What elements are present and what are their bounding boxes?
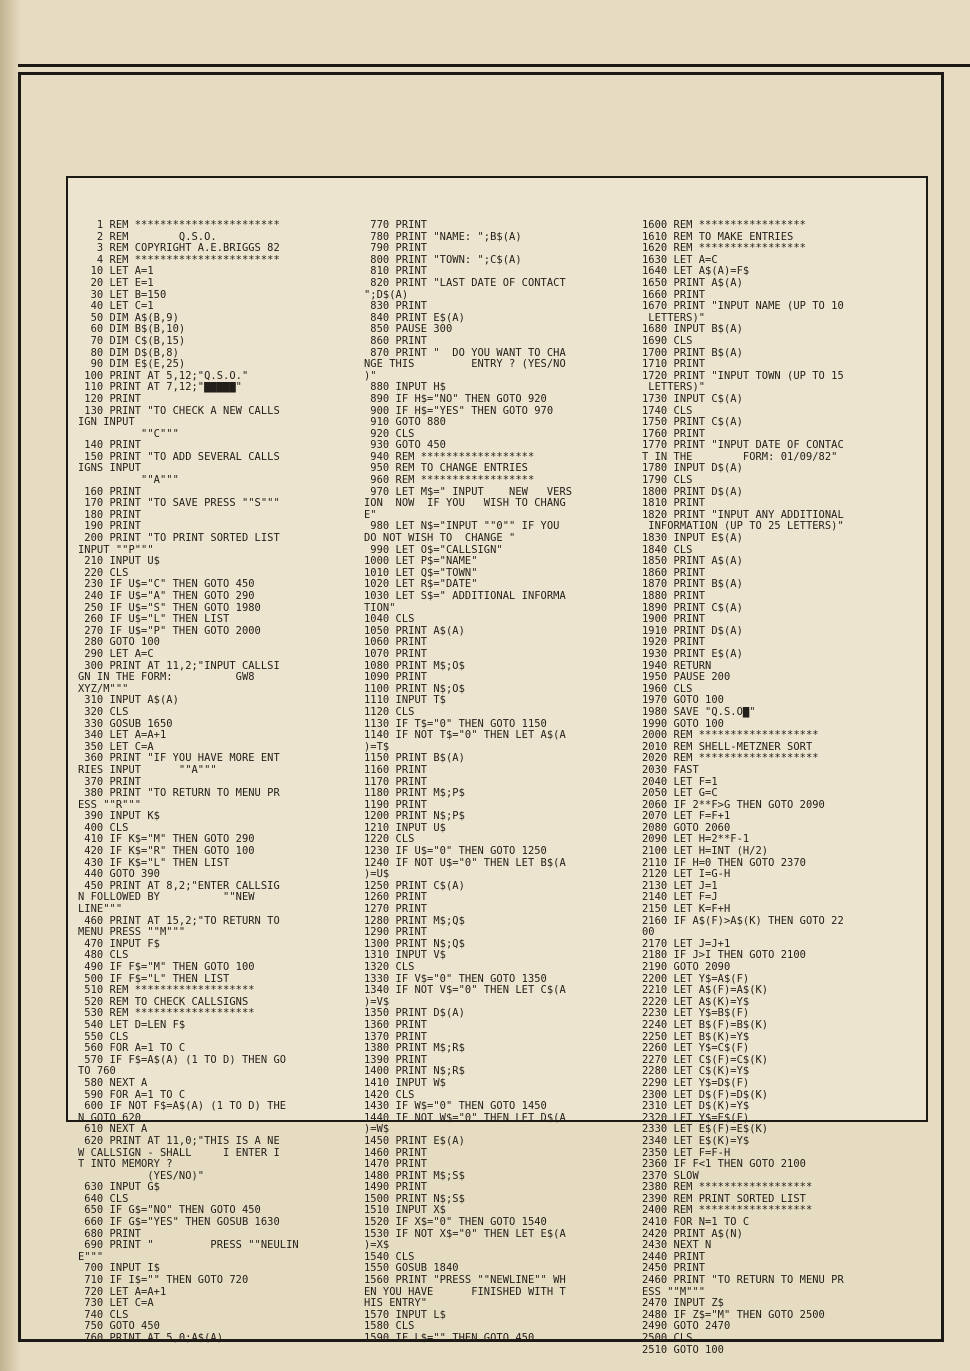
code-line: 360 PRINT "IF YOU HAVE MORE ENT: [78, 753, 280, 765]
code-line: 1140 IF NOT T$="0" THEN LET A$(A: [364, 730, 566, 742]
code-line: 500 IF F$="L" THEN LIST: [78, 973, 230, 985]
code-line: 620 PRINT AT 11,0;"THIS IS A NE: [78, 1135, 280, 1147]
code-line: 2470 INPUT Z$: [642, 1298, 724, 1310]
code-line: NGE THIS ENTRY ? (YES/NO: [364, 359, 566, 371]
code-line: 1970 GOTO 100: [642, 695, 724, 707]
code-line: 710 IF I$="" THEN GOTO 720: [78, 1275, 249, 1287]
code-line: 1650 PRINT A$(A): [642, 277, 743, 289]
code-line: 2050 LET G=C: [642, 788, 718, 800]
code-line: 1570 INPUT L$: [364, 1309, 446, 1321]
code-line: 1310 INPUT V$: [364, 950, 446, 962]
code-line: 980 LET N$="INPUT ""0"" IF YOU: [364, 521, 560, 533]
header-rule: [18, 64, 970, 67]
code-line: 460 PRINT AT 15,2;"TO RETURN TO: [78, 915, 280, 927]
code-line: 610 NEXT A: [78, 1124, 148, 1136]
code-line: N GOTO 620: [78, 1112, 142, 1124]
code-line: 2370 SLOW: [642, 1170, 699, 1182]
code-line: 1550 GOSUB 1840: [364, 1263, 459, 1275]
code-line: 2280 LET C$(K)=Y$: [642, 1066, 750, 1078]
code-line: 1860 PRINT: [642, 567, 706, 579]
code-line: 550 CLS: [78, 1031, 129, 1043]
code-line: )": [364, 370, 377, 382]
code-line: 2150 LET K=F+H: [642, 904, 731, 916]
code-line: 1630 LET A=C: [642, 254, 718, 266]
code-line: 490 IF F$="M" THEN GOTO 100: [78, 962, 255, 973]
code-line: 80 DIM D$(B,8): [78, 347, 179, 359]
code-line: 810 PRINT: [364, 266, 428, 278]
code-line: 2000 REM *******************: [642, 730, 819, 742]
code-line: 1610 REM TO MAKE ENTRIES: [642, 231, 794, 243]
code-line: IGNS INPUT: [78, 463, 142, 475]
code-line: 2080 GOTO 2060: [642, 822, 731, 834]
code-line: 70 DIM C$(B,15): [78, 335, 186, 347]
code-line: 1520 IF X$="0" THEN GOTO 1540: [364, 1217, 547, 1229]
code-line: 1510 INPUT X$: [364, 1205, 446, 1217]
program-listing: [66, 176, 928, 1356]
code-line: )=W$: [364, 1124, 390, 1136]
code-line: GN IN THE FORM: GW8: [78, 672, 255, 684]
code-line: 830 PRINT: [364, 301, 428, 313]
code-line: 200 PRINT "TO PRINT SORTED LIST: [78, 533, 280, 545]
code-line: 510 REM *******************: [78, 985, 255, 997]
code-line: 320 CLS: [78, 706, 129, 718]
code-line: 950 REM TO CHANGE ENTRIES: [364, 463, 528, 475]
code-line: 930 GOTO 450: [364, 440, 446, 452]
code-line: 520 REM TO CHECK CALLSIGNS: [78, 996, 249, 1008]
code-line: LINE""": [78, 904, 123, 916]
code-line: 00: [642, 927, 655, 939]
code-line: 2230 LET Y$=B$(F): [642, 1008, 750, 1020]
code-line: 280 GOTO 100: [78, 637, 160, 649]
code-line: HIS ENTRY": [364, 1298, 428, 1310]
code-line: 2300 LET D$(F)=D$(K): [642, 1089, 769, 1101]
code-line: 250 IF U$="S" THEN GOTO 1980: [78, 602, 261, 614]
code-line: RIES INPUT ""A""": [78, 764, 217, 776]
code-line: E": [364, 509, 377, 521]
code-line: 290 LET A=C: [78, 648, 154, 660]
code-line: 1440 IF NOT W$="0" THEN LET D$(A: [364, 1112, 566, 1124]
code-line: 1890 PRINT C$(A): [642, 602, 743, 614]
code-line: 2130 LET J=1: [642, 880, 718, 892]
code-line: 1010 LET Q$="TOWN": [364, 567, 478, 579]
code-line: 2020 REM *******************: [642, 753, 819, 765]
code-line: 940 REM ******************: [364, 451, 535, 463]
code-line: 1020 LET R$="DATE": [364, 579, 478, 591]
code-line: 1400 PRINT N$;R$: [364, 1066, 465, 1078]
code-line: 2330 LET E$(F)=E$(K): [642, 1124, 769, 1136]
code-line: 840 PRINT E$(A): [364, 312, 465, 324]
code-line: 2380 REM ******************: [642, 1182, 813, 1194]
code-line: 1330 IF V$="0" THEN GOTO 1350: [364, 973, 547, 985]
code-line: 40 LET C=1: [78, 301, 154, 313]
code-line: IGN INPUT: [78, 417, 135, 429]
code-line: 370 PRINT: [78, 776, 142, 788]
code-line: 310 INPUT A$(A): [78, 695, 179, 707]
code-line: 1620 REM *****************: [642, 243, 806, 255]
code-line: 1940 RETURN: [642, 660, 712, 672]
code-line: T INTO MEMORY ?: [78, 1159, 173, 1171]
code-line: 770 PRINT: [364, 220, 428, 231]
code-line: 1810 PRINT: [642, 498, 706, 510]
code-line: 1410 INPUT W$: [364, 1077, 446, 1089]
code-line: 1530 IF NOT X$="0" THEN LET E$(A: [364, 1228, 566, 1240]
code-line: 1980 SAVE "Q.S.O█": [642, 706, 756, 718]
code-line: 2390 REM PRINT SORTED LIST: [642, 1193, 806, 1205]
code-line: 700 INPUT I$: [78, 1263, 160, 1275]
code-line: 1460 PRINT: [364, 1147, 428, 1159]
code-line: 340 LET A=A+1: [78, 730, 167, 742]
code-line: 2030 FAST: [642, 764, 699, 776]
code-line: 2340 LET E$(K)=Y$: [642, 1135, 750, 1147]
code-line: 910 GOTO 880: [364, 417, 446, 429]
code-line: 1350 PRINT D$(A): [364, 1008, 465, 1020]
code-line: 1800 PRINT D$(A): [642, 486, 743, 498]
code-line: 2210 LET A$(F)=A$(K): [642, 985, 769, 997]
code-line: 180 PRINT: [78, 509, 142, 521]
code-line: 2060 IF 2**F>G THEN GOTO 2090: [642, 799, 825, 811]
code-line: 2320 LET Y$=E$(F): [642, 1112, 750, 1124]
code-line: 380 PRINT "TO RETURN TO MENU PR: [78, 788, 280, 800]
code-line: 530 REM *******************: [78, 1008, 255, 1020]
code-line: 1820 PRINT "INPUT ANY ADDITIONAL: [642, 509, 844, 521]
code-line: 450 PRINT AT 8,2;"ENTER CALLSIG: [78, 880, 280, 892]
code-line: 1300 PRINT N$;Q$: [364, 938, 465, 950]
code-line: 640 CLS: [78, 1193, 129, 1205]
code-line: E""": [78, 1251, 104, 1263]
code-line: 650 IF G$="NO" THEN GOTO 450: [78, 1205, 261, 1217]
code-line: 1150 PRINT B$(A): [364, 753, 465, 765]
code-line: 1380 PRINT M$;R$: [364, 1043, 465, 1055]
code-line: INFORMATION (UP TO 25 LETTERS)": [642, 521, 844, 533]
code-line: 2490 GOTO 2470: [642, 1321, 731, 1333]
code-line: 2100 LET H=INT (H/2): [642, 846, 769, 858]
code-line: 1710 PRINT: [642, 359, 706, 371]
code-line: 1770 PRINT "INPUT DATE OF CONTAC: [642, 440, 844, 452]
code-line: 1320 CLS: [364, 962, 415, 973]
code-line: 1760 PRINT: [642, 428, 706, 440]
code-line: 1680 INPUT B$(A): [642, 324, 743, 336]
code-line: LETTERS)": [642, 382, 706, 394]
code-line: ESS ""M""": [642, 1286, 706, 1298]
code-line: 190 PRINT: [78, 521, 142, 533]
code-line: 1850 PRINT A$(A): [642, 556, 743, 568]
code-line: 30 LET B=150: [78, 289, 167, 301]
code-line: 1640 LET A$(A)=F$: [642, 266, 750, 278]
code-line: 330 GOSUB 1650: [78, 718, 173, 730]
code-line: 2250 LET B$(K)=Y$: [642, 1031, 750, 1043]
code-line: 350 LET C=A: [78, 741, 154, 753]
code-line: 2110 IF H=0 THEN GOTO 2370: [642, 857, 806, 869]
code-line: 1740 CLS: [642, 405, 693, 417]
code-line: INPUT ""P""": [78, 544, 154, 556]
code-line: 880 INPUT H$: [364, 382, 446, 394]
code-line: 1210 INPUT U$: [364, 822, 446, 834]
code-line: )=V$: [364, 996, 390, 1008]
code-line: 1480 PRINT M$;S$: [364, 1170, 465, 1182]
code-line: 1110 INPUT T$: [364, 695, 446, 707]
code-line: 870 PRINT " DO YOU WANT TO CHA: [364, 347, 566, 359]
code-line: 1170 PRINT: [364, 776, 428, 788]
code-line: 440 GOTO 390: [78, 869, 160, 881]
code-line: 1660 PRINT: [642, 289, 706, 301]
code-line: 140 PRINT: [78, 440, 142, 452]
code-line: 1200 PRINT N$;P$: [364, 811, 465, 823]
code-line: )=U$: [364, 869, 390, 881]
code-line: 420 IF K$="R" THEN GOTO 100: [78, 846, 255, 858]
code-line: 1120 CLS: [364, 706, 415, 718]
code-line: 740 CLS: [78, 1309, 129, 1321]
code-line: 2260 LET Y$=C$(F): [642, 1043, 750, 1055]
code-line: 1880 PRINT: [642, 591, 706, 602]
code-line: 2480 IF Z$="M" THEN GOTO 2500: [642, 1309, 825, 1321]
code-line: 570 IF F$=A$(A) (1 TO D) THEN GO: [78, 1054, 287, 1066]
code-line: 2140 LET F=J: [642, 892, 718, 904]
code-line: 850 PAUSE 300: [364, 324, 453, 336]
code-line: 2430 NEXT N: [642, 1240, 712, 1252]
code-line: 2190 GOTO 2090: [642, 962, 731, 973]
code-line: 1830 INPUT E$(A): [642, 533, 743, 545]
code-line: 560 FOR A=1 TO C: [78, 1043, 186, 1055]
code-line: MENU PRESS ""M""": [78, 927, 186, 939]
code-line: 1500 PRINT N$;S$: [364, 1193, 465, 1205]
code-line: 1750 PRINT C$(A): [642, 417, 743, 429]
code-line: 1700 PRINT B$(A): [642, 347, 743, 359]
code-line: 1580 CLS: [364, 1321, 415, 1333]
code-line: 1590 IF L$="" THEN GOTO 450: [364, 1333, 535, 1344]
code-line: 1960 CLS: [642, 683, 693, 695]
code-line: ""C""": [78, 428, 179, 440]
code-line: 1920 PRINT: [642, 637, 706, 649]
code-line: 230 IF U$="C" THEN GOTO 450: [78, 579, 255, 591]
code-line: 1180 PRINT M$;P$: [364, 788, 465, 800]
code-line: 860 PRINT: [364, 335, 428, 347]
code-line: 1900 PRINT: [642, 614, 706, 626]
code-line: 1990 GOTO 100: [642, 718, 724, 730]
code-line: 1060 PRINT: [364, 637, 428, 649]
code-line: EN YOU HAVE FINISHED WITH T: [364, 1286, 566, 1298]
code-line: 3 REM COPYRIGHT A.E.BRIGGS 82: [78, 243, 280, 255]
code-line: TION": [364, 602, 396, 614]
code-line: 2180 IF J>I THEN GOTO 2100: [642, 950, 806, 962]
code-line: 2450 PRINT: [642, 1263, 706, 1275]
code-line: 590 FOR A=1 TO C: [78, 1089, 186, 1101]
code-line: 1040 CLS: [364, 614, 415, 626]
code-line: 2070 LET F=F+1: [642, 811, 731, 823]
code-line: 1260 PRINT: [364, 892, 428, 904]
code-line: 1840 CLS: [642, 544, 693, 556]
code-line: 1270 PRINT: [364, 904, 428, 916]
code-line: 2440 PRINT: [642, 1251, 706, 1263]
code-line: )=X$: [364, 1240, 390, 1252]
code-line: 1070 PRINT: [364, 648, 428, 660]
code-line: 1560 PRINT "PRESS ""NEWLINE"" WH: [364, 1275, 566, 1287]
code-line: 1390 PRINT: [364, 1054, 428, 1066]
code-line: 480 CLS: [78, 950, 129, 962]
code-line: (YES/NO)": [78, 1170, 205, 1182]
code-line: 890 IF H$="NO" THEN GOTO 920: [364, 393, 547, 405]
code-line: 1910 PRINT D$(A): [642, 625, 743, 637]
code-line: 2160 IF A$(F)>A$(K) THEN GOTO 22: [642, 915, 844, 927]
code-line: 2090 LET H=2**F-1: [642, 834, 750, 846]
code-line: 2040 LET F=1: [642, 776, 718, 788]
code-line: 1490 PRINT: [364, 1182, 428, 1194]
code-line: 2 REM Q.S.O.: [78, 231, 217, 243]
code-line: 410 IF K$="M" THEN GOTO 290: [78, 834, 255, 846]
code-line: 720 LET A=A+1: [78, 1286, 167, 1298]
code-line: 630 INPUT G$: [78, 1182, 160, 1194]
code-line: 430 IF K$="L" THEN LIST: [78, 857, 230, 869]
code-line: 1780 INPUT D$(A): [642, 463, 743, 475]
code-line: 1240 IF NOT U$="0" THEN LET B$(A: [364, 857, 566, 869]
code-line: 2360 IF F<1 THEN GOTO 2100: [642, 1159, 806, 1171]
code-line: 1050 PRINT A$(A): [364, 625, 465, 637]
code-line: DO NOT WISH TO CHANGE ": [364, 533, 516, 545]
code-line: 1950 PAUSE 200: [642, 672, 731, 684]
code-line: 990 LET O$="CALLSIGN": [364, 544, 503, 556]
code-line: ESS ""R""": [78, 799, 142, 811]
code-line: 970 LET M$=" INPUT NEW VERS: [364, 486, 573, 498]
code-line: LETTERS)": [642, 312, 706, 324]
code-line: T IN THE FORM: 01/09/82": [642, 451, 838, 463]
code-line: 1280 PRINT M$;Q$: [364, 915, 465, 927]
code-line: 390 INPUT K$: [78, 811, 160, 823]
code-line: 2220 LET A$(K)=Y$: [642, 996, 750, 1008]
code-line: 2240 LET B$(F)=B$(K): [642, 1019, 769, 1031]
code-line: 580 NEXT A: [78, 1077, 148, 1089]
code-line: 1100 PRINT N$;O$: [364, 683, 465, 695]
code-line: 1 REM ***********************: [78, 220, 280, 231]
code-line: 2400 REM ******************: [642, 1205, 813, 1217]
code-line: XYZ/M""": [78, 683, 129, 695]
listing-column-2: [364, 220, 639, 1345]
listing-column-3: [642, 220, 927, 1356]
code-line: 2290 LET Y$=D$(F): [642, 1077, 750, 1089]
code-line: 1600 REM *****************: [642, 220, 806, 231]
code-line: 20 LET E=1: [78, 277, 154, 289]
code-line: 730 LET C=A: [78, 1298, 154, 1310]
code-line: 1220 CLS: [364, 834, 415, 846]
code-line: 50 DIM A$(B,9): [78, 312, 179, 324]
code-line: 1870 PRINT B$(A): [642, 579, 743, 591]
code-line: 2500 CLS: [642, 1333, 693, 1344]
code-line: ";D$(A): [364, 289, 409, 301]
code-line: 240 IF U$="A" THEN GOTO 290: [78, 591, 255, 602]
code-line: 1450 PRINT E$(A): [364, 1135, 465, 1147]
code-line: 60 DIM B$(B,10): [78, 324, 186, 336]
code-line: 1090 PRINT: [364, 672, 428, 684]
code-line: 1290 PRINT: [364, 927, 428, 939]
code-line: 1420 CLS: [364, 1089, 415, 1101]
code-line: 160 PRINT: [78, 486, 142, 498]
code-line: 220 CLS: [78, 567, 129, 579]
code-line: 600 IF NOT F$=A$(A) (1 TO D) THE: [78, 1101, 287, 1113]
code-line: 960 REM ******************: [364, 475, 535, 487]
code-line: 920 CLS: [364, 428, 415, 440]
code-line: ""A""": [78, 475, 179, 487]
code-line: 150 PRINT "TO ADD SEVERAL CALLS: [78, 451, 280, 463]
code-line: 120 PRINT: [78, 393, 142, 405]
code-line: N FOLLOWED BY ""NEW: [78, 892, 255, 904]
code-line: 10 LET A=1: [78, 266, 154, 278]
code-line: 1470 PRINT: [364, 1159, 428, 1171]
code-line: 1130 IF T$="0" THEN GOTO 1150: [364, 718, 547, 730]
code-line: 130 PRINT "TO CHECK A NEW CALLS: [78, 405, 280, 417]
code-line: 820 PRINT "LAST DATE OF CONTACT: [364, 277, 566, 289]
code-line: 1250 PRINT C$(A): [364, 880, 465, 892]
code-line: 1000 LET P$="NAME": [364, 556, 478, 568]
code-line: 1730 INPUT C$(A): [642, 393, 743, 405]
code-line: 760 PRINT AT 5,0;A$(A): [78, 1333, 224, 1344]
code-line: 750 GOTO 450: [78, 1321, 160, 1333]
code-line: 1690 CLS: [642, 335, 693, 347]
code-line: 1670 PRINT "INPUT NAME (UP TO 10: [642, 301, 844, 313]
code-line: 470 INPUT F$: [78, 938, 160, 950]
code-line: 260 IF U$="L" THEN LIST: [78, 614, 230, 626]
code-line: 2310 LET D$(K)=Y$: [642, 1101, 750, 1113]
code-line: 170 PRINT "TO SAVE PRESS ""S""": [78, 498, 280, 510]
code-line: 4 REM ***********************: [78, 254, 280, 266]
code-line: 1160 PRINT: [364, 764, 428, 776]
code-line: 2010 REM SHELL-METZNER SORT: [642, 741, 813, 753]
code-line: W CALLSIGN - SHALL I ENTER I: [78, 1147, 280, 1159]
code-line: 1190 PRINT: [364, 799, 428, 811]
code-line: 1230 IF U$="0" THEN GOTO 1250: [364, 846, 547, 858]
listing-column-1: [78, 220, 360, 1345]
code-line: 2120 LET I=G-H: [642, 869, 731, 881]
code-line: 2410 FOR N=1 TO C: [642, 1217, 750, 1229]
code-line: 1370 PRINT: [364, 1031, 428, 1043]
code-line: ION NOW IF YOU WISH TO CHANG: [364, 498, 566, 510]
code-line: 300 PRINT AT 11,2;"INPUT CALLSI: [78, 660, 280, 672]
code-line: 1360 PRINT: [364, 1019, 428, 1031]
code-line: 1030 LET S$=" ADDITIONAL INFORMA: [364, 591, 566, 602]
code-line: TO 760: [78, 1066, 116, 1078]
code-line: 1430 IF W$="0" THEN GOTO 1450: [364, 1101, 547, 1113]
code-line: 2420 PRINT A$(N): [642, 1228, 743, 1240]
code-line: 2200 LET Y$=A$(F): [642, 973, 750, 985]
code-line: 1340 IF NOT V$="0" THEN LET C$(A: [364, 985, 566, 997]
code-line: 660 IF G$="YES" THEN GOSUB 1630: [78, 1217, 280, 1229]
code-line: 1790 CLS: [642, 475, 693, 487]
code-line: 110 PRINT AT 7,12;"█████": [78, 382, 242, 394]
code-line: 780 PRINT "NAME: ";B$(A): [364, 231, 522, 243]
code-line: 210 INPUT U$: [78, 556, 160, 568]
code-line: 690 PRINT " PRESS ""NEULIN: [78, 1240, 299, 1252]
code-line: 1080 PRINT M$;O$: [364, 660, 465, 672]
code-line: 790 PRINT: [364, 243, 428, 255]
code-line: 100 PRINT AT 5,12;"Q.S.O.": [78, 370, 249, 382]
code-line: 270 IF U$="P" THEN GOTO 2000: [78, 625, 261, 637]
code-line: 800 PRINT "TOWN: ";C$(A): [364, 254, 522, 266]
code-line: 540 LET D=LEN F$: [78, 1019, 186, 1031]
code-line: 1720 PRINT "INPUT TOWN (UP TO 15: [642, 370, 844, 382]
code-line: )=T$: [364, 741, 390, 753]
code-line: 90 DIM E$(E,25): [78, 359, 186, 371]
code-line: 1930 PRINT E$(A): [642, 648, 743, 660]
code-line: 900 IF H$="YES" THEN GOTO 970: [364, 405, 554, 417]
code-line: 1540 CLS: [364, 1251, 415, 1263]
code-line: 2170 LET J=J+1: [642, 938, 731, 950]
code-line: 2510 GOTO 100: [642, 1344, 724, 1356]
code-line: 680 PRINT: [78, 1228, 142, 1240]
code-line: 2350 LET F=F-H: [642, 1147, 731, 1159]
code-line: 400 CLS: [78, 822, 129, 834]
code-line: 2270 LET C$(F)=C$(K): [642, 1054, 769, 1066]
code-line: 2460 PRINT "TO RETURN TO MENU PR: [642, 1275, 844, 1287]
